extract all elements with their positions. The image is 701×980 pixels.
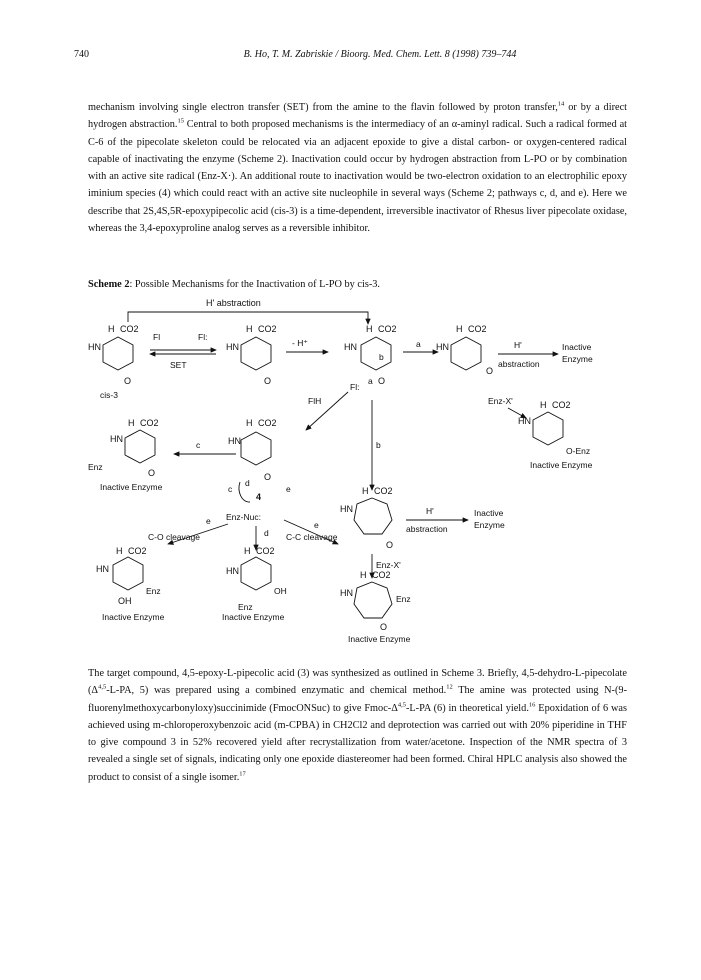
svg-text:a: a — [416, 339, 421, 349]
svg-text:Enz-X': Enz-X' — [376, 560, 401, 570]
label-compound-4: 4 — [256, 492, 262, 502]
svg-text:Inactive Enzyme: Inactive Enzyme — [100, 482, 163, 492]
svg-text:Inactive: Inactive — [562, 342, 592, 352]
svg-text:H: H — [128, 418, 135, 428]
molecule-aminyl-radical — [344, 324, 397, 386]
svg-text:H: H — [360, 570, 367, 580]
svg-text:CO2: CO2 — [120, 324, 139, 334]
svg-text:HN: HN — [228, 436, 241, 446]
svg-text:HN: HN — [88, 342, 101, 352]
molecule-radical-cation — [226, 324, 277, 386]
svg-text:O: O — [486, 366, 494, 376]
svg-text:e: e — [286, 484, 291, 494]
svg-text:CO2: CO2 — [256, 546, 275, 556]
svg-text:Inactive: Inactive — [474, 508, 504, 518]
svg-text:H: H — [456, 324, 463, 334]
svg-text:e: e — [206, 516, 211, 526]
svg-text:HN: HN — [96, 564, 109, 574]
svg-text:OH: OH — [118, 596, 132, 606]
svg-text:FlH: FlH — [308, 396, 322, 406]
svg-text:b: b — [379, 352, 384, 362]
svg-text:HN: HN — [436, 342, 449, 352]
svg-text:O: O — [380, 622, 388, 632]
svg-text:CO2: CO2 — [372, 570, 391, 580]
svg-text:O: O — [378, 376, 386, 386]
svg-text:abstraction: abstraction — [498, 359, 540, 369]
ref-12: 12 — [446, 683, 453, 691]
svg-text:Fl:: Fl: — [350, 382, 360, 392]
svg-text:- H⁺: - H⁺ — [292, 338, 308, 348]
svg-text:H: H — [116, 546, 123, 556]
scheme-caption: Scheme 2: Possible Mechanisms for the Inactivation of L-PO by cis-3. — [88, 279, 380, 290]
svg-text:O: O — [386, 540, 394, 550]
svg-text:CO2: CO2 — [378, 324, 397, 334]
svg-text:SET: SET — [170, 360, 187, 370]
molecule-o-enz — [518, 400, 593, 470]
svg-text:Enzyme: Enzyme — [562, 354, 593, 364]
svg-text:HN: HN — [110, 434, 123, 444]
svg-text:CO2: CO2 — [374, 486, 393, 496]
scheme-2-diagram — [88, 292, 593, 647]
body-paragraph-2: The target compound, 4,5-epoxy-L-pipecolic acid (3) was synthesized as outlined in Scheme 3. Briefly, 4,5-dehydro-L-pipecolate ($\Delta^{4,5}-L-PA$, 5) was prepared using a combined enzymatic and chemical method.$^{12}$ The amine was protected using N-(9-fluorenylmethoxycarbonyloxy)succinimide (FmocONSuc) to give Fmoc-$\Delta^{4,5}-L-PA$ (6) in theoretical yield.$^{16}$ Epoxidation of 6 was achieved using m-chloroperoxybenzoic acid (m-CPBA) in CH2Cl2 and deprotection was carried out with 20% piperidine in THF to give compound 3 in 52% recovered yield after recrystallization from water/acetone. Inspection of the NMR spectra of 3 revealed a single set of signals, indicating only one epoxide diastereomer had been formed. Chiral HPLC analysis also showed the product to consist of a single isomer.$^{17}$ — [88, 668, 627, 783]
svg-text:d: d — [245, 478, 250, 488]
ref-15: 15 — [177, 117, 184, 125]
svg-text:Enz: Enz — [396, 594, 411, 604]
svg-text:a: a — [368, 376, 373, 386]
svg-text:O-Enz: O-Enz — [566, 446, 591, 456]
molecule-azepane-radical — [340, 486, 393, 550]
svg-text:d: d — [264, 528, 269, 538]
svg-text:HN: HN — [226, 566, 239, 576]
svg-text:abstraction: abstraction — [406, 524, 448, 534]
svg-text:O: O — [264, 376, 272, 386]
svg-text:Inactive Enzyme: Inactive Enzyme — [222, 612, 285, 622]
svg-text:C-C cleavage: C-C cleavage — [286, 532, 338, 542]
page-number: 740 — [74, 49, 89, 60]
svg-text:Enz-Nuc:: Enz-Nuc: — [226, 512, 261, 522]
svg-text:H: H — [362, 486, 369, 496]
svg-text:Inactive Enzyme: Inactive Enzyme — [102, 612, 165, 622]
svg-text:e: e — [314, 520, 319, 530]
molecule-c-product — [88, 418, 163, 492]
svg-text:Inactive Enzyme: Inactive Enzyme — [530, 460, 593, 470]
svg-text:H: H — [246, 418, 253, 428]
svg-text:O: O — [124, 376, 132, 386]
svg-text:H: H — [244, 546, 251, 556]
svg-text:Inactive Enzyme: Inactive Enzyme — [348, 634, 411, 644]
ref-14: 14 — [557, 100, 565, 108]
svg-text:CO2: CO2 — [128, 546, 147, 556]
molecule-co-cleavage-product — [96, 546, 165, 622]
svg-text:H': H' — [514, 340, 522, 350]
ref-17: 17 — [239, 770, 246, 778]
svg-text:Enz-X': Enz-X' — [488, 396, 513, 406]
molecule-iminium-4 — [228, 418, 291, 502]
body-paragraph-1: mechanism involving single electron transfer (SET) from the amine to the flavin followed by proton transfer,$^{14}$ or by a direct hydrogen abstraction.$^{15}$ Central to both proposed mechanisms is the intermediacy of an α-aminyl radical. Such a radical formed at C-6 of the pipecolate skeleton could be relocated via an adjacent epoxide to give a distal carbon- or oxygen-centered radical capable of inactivating the enzyme (Scheme 2). Inactivation could occur by hydrogen abstraction from L-PO or by combination with an active site radical (Enz-X·). An additional route to inactivation would be two-electron oxidation to an electrophilic epoxy iminium species (4) which could react with an active site nucleophile in several ways (Scheme 2; pathways c, d, and e). Here we describe that 2S,4S,5R-epoxypipecolic acid (cis-3) is a time-dependent, irreversible inactivator of Rhesus liver pipecolate oxidase, whereas the 3,4-epoxyproline analog serves as a reversible inhibitor. — [88, 100, 627, 235]
molecule-oxygen-radical — [436, 324, 493, 376]
svg-text:OH: OH — [274, 586, 287, 596]
svg-text:HN: HN — [340, 588, 353, 598]
label-h-abstraction-top: H' abstraction — [206, 298, 261, 308]
svg-text:C-O cleavage: C-O cleavage — [148, 532, 200, 542]
molecule-d-product — [222, 546, 287, 622]
svg-text:Fl: Fl — [153, 332, 161, 342]
svg-text:CO2: CO2 — [468, 324, 487, 334]
molecule-cis-3 — [88, 324, 139, 400]
molecule-cc-cleavage-product — [340, 570, 411, 644]
svg-text:CO2: CO2 — [140, 418, 159, 428]
svg-text:Enz: Enz — [146, 586, 161, 596]
svg-text:O: O — [148, 468, 156, 478]
svg-text:Enz: Enz — [238, 602, 253, 612]
svg-text:c: c — [196, 440, 201, 450]
svg-text:HN: HN — [344, 342, 357, 352]
svg-text:Enzyme: Enzyme — [474, 520, 505, 530]
svg-text:CO2: CO2 — [552, 400, 571, 410]
svg-text:H: H — [540, 400, 547, 410]
running-head: B. Ho, T. M. Zabriskie / Bioorg. Med. Chem. Lett. 8 (1998) 739–744 — [243, 49, 517, 60]
svg-text:H: H — [108, 324, 115, 334]
svg-text:H': H' — [426, 506, 434, 516]
ref-16: 16 — [528, 701, 536, 709]
svg-text:Enz: Enz — [88, 462, 103, 472]
svg-text:c: c — [228, 484, 233, 494]
svg-text:H: H — [246, 324, 253, 334]
svg-text:HN: HN — [518, 416, 531, 426]
svg-text:CO2: CO2 — [258, 324, 277, 334]
svg-text:O: O — [264, 472, 272, 482]
svg-text:HN: HN — [340, 504, 353, 514]
svg-text:H: H — [366, 324, 373, 334]
svg-text:HN: HN — [226, 342, 239, 352]
svg-text:Fl:: Fl: — [198, 332, 208, 342]
svg-text:b: b — [376, 440, 381, 450]
label-cis-3: cis-3 — [100, 390, 118, 400]
svg-text:CO2: CO2 — [258, 418, 277, 428]
